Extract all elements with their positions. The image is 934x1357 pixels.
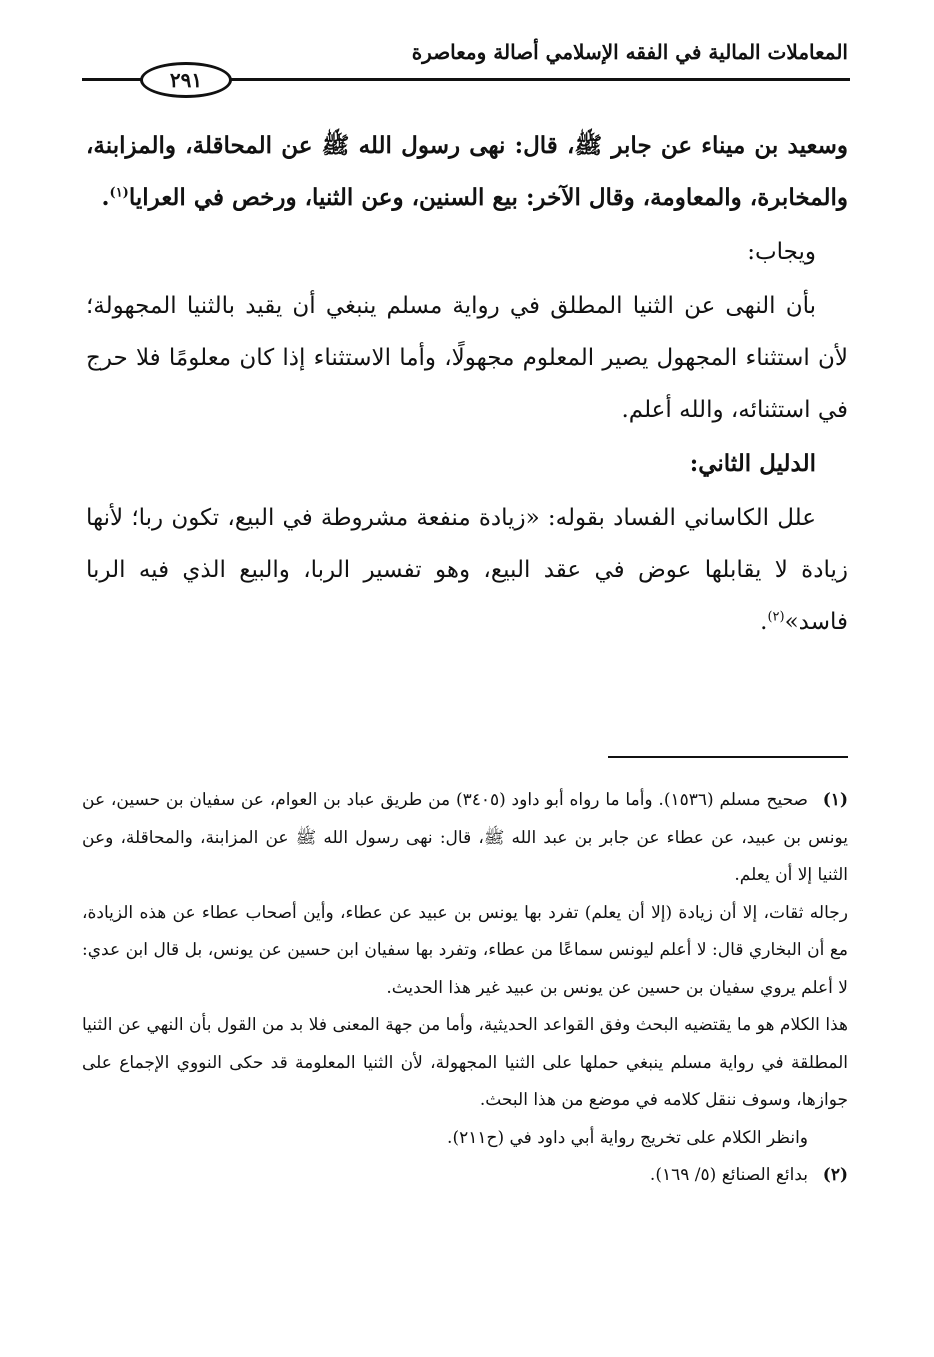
footnote-separator (608, 756, 848, 758)
footnote-1 (82, 782, 848, 895)
footnote-1-continuation-a: رجاله ثقات، إلا أن زيادة (إلا أن يعلم) تفرد بها يونس بن عبيد عن عطاء، وأين أصحاب عطاء عن هذه الزيادة، مع أن البخاري قال: لا أعلم ليونس سماعًا من عطاء، وتفرد بها سفيان ابن حسين عن يونس، بل قال ابن عدي: لا أعلم يروي سفيان بن حسين عن يونس بن عبيد غير هذا الحديث. (82, 902, 848, 998)
footnote-2-text: بدائع الصنائع (٥/ ١٦٩). (649, 1165, 808, 1185)
main-text (86, 120, 848, 648)
paragraph-hadith (86, 120, 848, 224)
section-heading-second-evidence: الدليل الثاني: (689, 450, 816, 477)
paragraph-kasani (86, 492, 848, 648)
paragraph-hadith-text: وسعيد بن ميناء عن جابر ﷺ، قال: نهى رسول الله ﷺ عن المحاقلة، والمزابنة، والمخابرة، والمعاومة، وقال الآخر: بيع السنين، وعن الثنيا، ورخص في العرايا (86, 132, 848, 211)
footnote-2 (82, 1157, 848, 1195)
footnotes (82, 782, 848, 1195)
footnote-1-marker: (١) (822, 790, 848, 810)
footnote-ref-1: (١) (109, 185, 129, 201)
footnote-ref-2: (٢) (767, 609, 785, 625)
paragraph-hadith-end: . (101, 184, 110, 211)
paragraph-kasani-text: علل الكاساني الفساد بقوله: «زيادة منفعة مشروطة في البيع، تكون ربا؛ لأنها زيادة لا يقابلها عوض في عقد البيع، وهو تفسير الربا، والبيع الذي فيه الربا فاسد» (86, 505, 848, 635)
paragraph-kasani-end: . (760, 609, 768, 635)
paragraph-reply: بأن النهى عن الثنيا المطلق في رواية مسلم ينبغي أن يقيد بالثنيا المجهولة؛ لأن استثناء المجهول يصير المعلوم مجهولًا، وأما الاستثناء إذا كان معلومًا فلا حرج في استثنائه، والله أعلم. (86, 293, 848, 423)
footnote-1-continuation-c: وانظر الكلام على تخريج رواية أبي داود في (ح٢١١). (447, 1127, 808, 1148)
footnote-1-continuation-b: هذا الكلام هو ما يقتضيه البحث وفق القواعد الحديثية، وأما من جهة المعنى فلا بد من القول بأن النهي عن الثنيا المطلقة في رواية مسلم ينبغي حملها على الثنيا المجهولة، لأن الثنيا المعلومة قد حكى النووي الإجماع على جوازها، وسوف ننقل كلامه في موضع من هذا البحث. (82, 1015, 848, 1110)
footnote-2-marker: (٢) (822, 1165, 848, 1185)
footnote-1-text: صحيح مسلم (١٥٣٦). وأما ما رواه أبو داود (٣٤٠٥) من طريق عباد بن العوام، عن سفيان بن حسين، عن يونس بن عبيد، عن عطاء عن جابر بن عبد الله ﷺ، قال: نهى رسول الله ﷺ عن المزابنة، والمحاقلة، وعن الثنيا إلا أن يعلم. (82, 790, 849, 885)
page-number: ٢٩١ (140, 62, 232, 98)
reply-label: ويجاب: (747, 239, 816, 265)
running-header-title: المعاملات المالية في الفقه الإسلامي أصالة ومعاصرة (411, 40, 848, 64)
